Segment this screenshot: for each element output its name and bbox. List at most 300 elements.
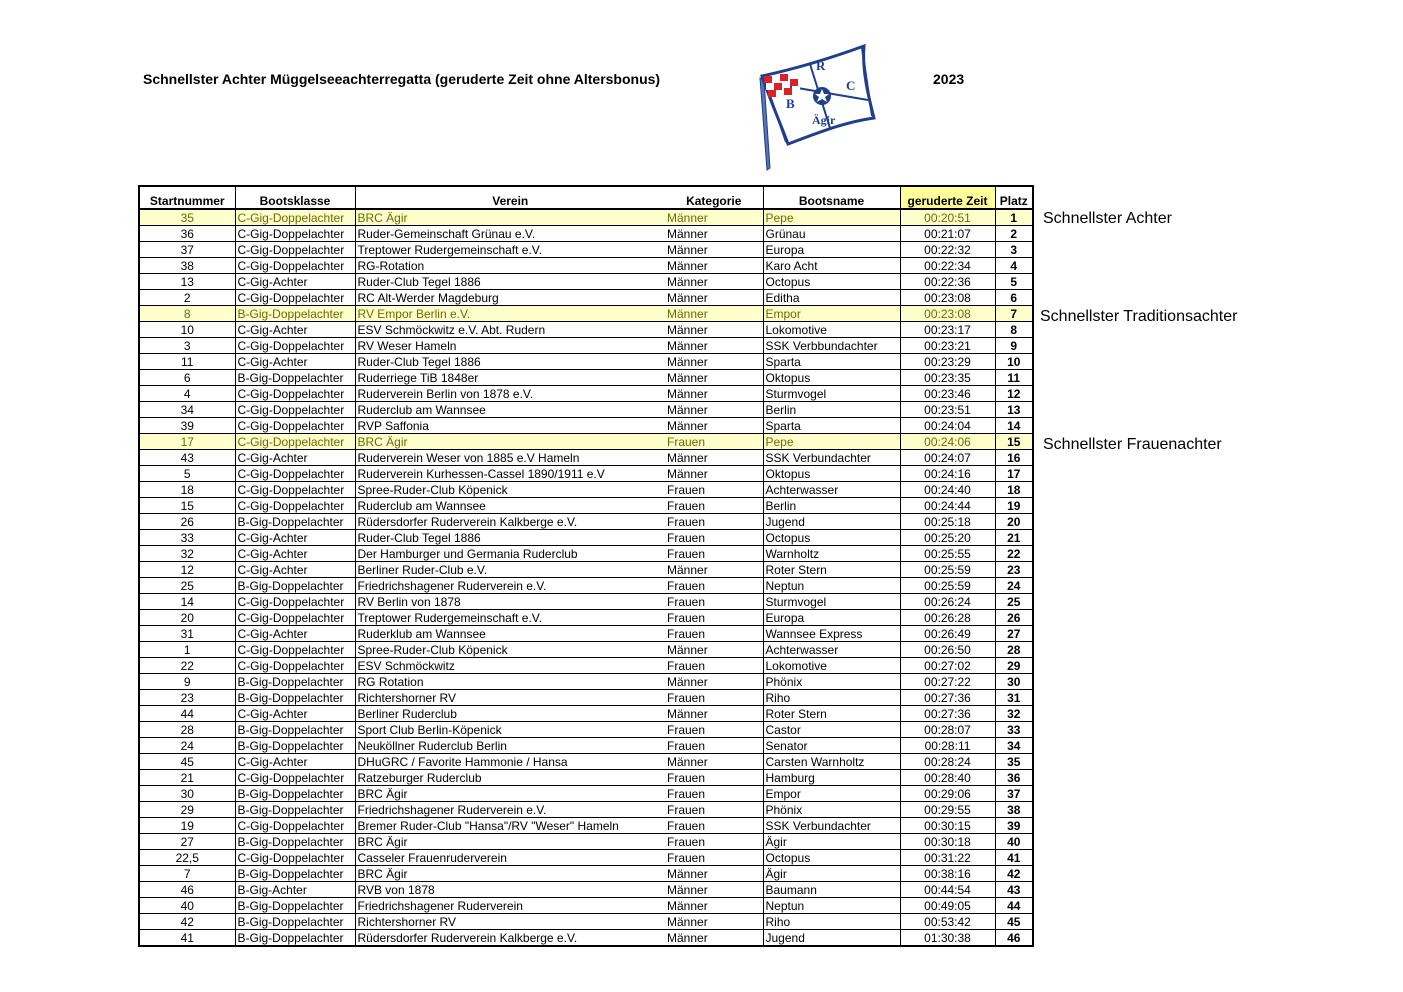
- cell-verein: Ruder-Gemeinschaft Grünau e.V.: [355, 226, 665, 242]
- cell-bootsname: Phönix: [763, 674, 900, 690]
- cell-bootsklasse: C-Gig-Doppelachter: [235, 498, 355, 514]
- cell-startnummer: 18: [139, 482, 235, 498]
- table-row: [139, 754, 1033, 770]
- cell-kategorie: Männer: [665, 242, 763, 258]
- cell-bootsname: Europa: [763, 610, 900, 626]
- cell-platz: 16: [995, 450, 1033, 466]
- cell-verein: Friedrichshagener Ruderverein e.V.: [355, 578, 665, 594]
- table-row: [139, 802, 1033, 818]
- cell-bootsklasse: C-Gig-Doppelachter: [235, 418, 355, 434]
- cell-kategorie: Männer: [665, 322, 763, 338]
- cell-startnummer: 17: [139, 434, 235, 450]
- cell-bootsklasse: C-Gig-Achter: [235, 450, 355, 466]
- cell-startnummer: 24: [139, 738, 235, 754]
- cell-verein: RVP Saffonia: [355, 418, 665, 434]
- table-row: [139, 322, 1033, 338]
- cell-bootsklasse: C-Gig-Doppelachter: [235, 466, 355, 482]
- cell-bootsname: Berlin: [763, 498, 900, 514]
- cell-geruderte-zeit: 00:27:36: [900, 690, 995, 706]
- cell-startnummer: 10: [139, 322, 235, 338]
- column-header-verein: Verein: [355, 186, 665, 209]
- cell-startnummer: 21: [139, 770, 235, 786]
- cell-verein: BRC Ägir: [355, 834, 665, 850]
- cell-geruderte-zeit: 00:25:18: [900, 514, 995, 530]
- cell-platz: 14: [995, 418, 1033, 434]
- cell-geruderte-zeit: 00:24:06: [900, 434, 995, 450]
- cell-geruderte-zeit: 00:21:07: [900, 226, 995, 242]
- cell-geruderte-zeit: 00:22:36: [900, 274, 995, 290]
- table-row: [139, 290, 1033, 306]
- cell-platz: 27: [995, 626, 1033, 642]
- cell-platz: 36: [995, 770, 1033, 786]
- table-row: [139, 258, 1033, 274]
- table-row: [139, 546, 1033, 562]
- column-header-startnummer: Startnummer: [139, 186, 235, 209]
- cell-bootsklasse: C-Gig-Doppelachter: [235, 402, 355, 418]
- cell-verein: Ruder-Club Tegel 1886: [355, 530, 665, 546]
- svg-text:Ägir: Ägir: [812, 113, 836, 127]
- cell-bootsklasse: B-Gig-Doppelachter: [235, 370, 355, 386]
- table-row: [139, 242, 1033, 258]
- cell-bootsname: Oktopus: [763, 370, 900, 386]
- table-row: [139, 930, 1033, 947]
- cell-verein: RG-Rotation: [355, 258, 665, 274]
- cell-platz: 33: [995, 722, 1033, 738]
- cell-verein: Ruderklub am Wannsee: [355, 626, 665, 642]
- cell-bootsklasse: B-Gig-Doppelachter: [235, 914, 355, 930]
- cell-bootsklasse: B-Gig-Doppelachter: [235, 578, 355, 594]
- cell-platz: 10: [995, 354, 1033, 370]
- cell-bootsklasse: C-Gig-Achter: [235, 754, 355, 770]
- cell-bootsklasse: C-Gig-Doppelachter: [235, 209, 355, 226]
- cell-bootsname: Empor: [763, 306, 900, 322]
- cell-platz: 34: [995, 738, 1033, 754]
- cell-geruderte-zeit: 00:30:15: [900, 818, 995, 834]
- cell-verein: Der Hamburger und Germania Ruderclub: [355, 546, 665, 562]
- cell-bootsklasse: B-Gig-Doppelachter: [235, 738, 355, 754]
- cell-platz: 8: [995, 322, 1033, 338]
- cell-platz: 39: [995, 818, 1033, 834]
- cell-verein: Bremer Ruder-Club "Hansa"/RV "Weser" Hameln: [355, 818, 665, 834]
- table-row: [139, 209, 1033, 226]
- cell-verein: Richtershorner RV: [355, 690, 665, 706]
- cell-kategorie: Männer: [665, 258, 763, 274]
- cell-verein: Treptower Rudergemeinschaft e.V.: [355, 610, 665, 626]
- cell-startnummer: 46: [139, 882, 235, 898]
- cell-kategorie: Frauen: [665, 530, 763, 546]
- cell-geruderte-zeit: 00:26:24: [900, 594, 995, 610]
- cell-platz: 13: [995, 402, 1033, 418]
- cell-bootsklasse: C-Gig-Achter: [235, 562, 355, 578]
- cell-verein: Ruderverein Weser von 1885 e.V Hameln: [355, 450, 665, 466]
- cell-kategorie: Männer: [665, 370, 763, 386]
- cell-bootsname: Achterwasser: [763, 482, 900, 498]
- table-row: [139, 434, 1033, 450]
- cell-geruderte-zeit: 00:25:55: [900, 546, 995, 562]
- table-row: [139, 786, 1033, 802]
- cell-kategorie: Männer: [665, 402, 763, 418]
- cell-bootsname: Ägir: [763, 866, 900, 882]
- cell-geruderte-zeit: 00:53:42: [900, 914, 995, 930]
- cell-startnummer: 5: [139, 466, 235, 482]
- cell-bootsklasse: B-Gig-Achter: [235, 882, 355, 898]
- table-header-row: [139, 186, 1033, 209]
- table-row: [139, 482, 1033, 498]
- cell-kategorie: Männer: [665, 209, 763, 226]
- page-title: Schnellster Achter Müggelseeachterregatta (geruderte Zeit ohne Altersbonus): [143, 71, 661, 87]
- cell-verein: BRC Ägir: [355, 209, 665, 226]
- cell-startnummer: 45: [139, 754, 235, 770]
- cell-bootsklasse: B-Gig-Doppelachter: [235, 722, 355, 738]
- cell-bootsklasse: B-Gig-Doppelachter: [235, 866, 355, 882]
- cell-startnummer: 14: [139, 594, 235, 610]
- cell-geruderte-zeit: 00:22:32: [900, 242, 995, 258]
- cell-startnummer: 34: [139, 402, 235, 418]
- note-schnellster-achter: Schnellster Achter: [1043, 210, 1172, 227]
- cell-geruderte-zeit: 00:24:40: [900, 482, 995, 498]
- cell-verein: Spree-Ruder-Club Köpenick: [355, 642, 665, 658]
- cell-bootsklasse: C-Gig-Doppelachter: [235, 226, 355, 242]
- cell-bootsname: Karo Acht: [763, 258, 900, 274]
- table-row: [139, 530, 1033, 546]
- cell-startnummer: 31: [139, 626, 235, 642]
- table-row: [139, 594, 1033, 610]
- cell-verein: Sport Club Berlin-Köpenick: [355, 722, 665, 738]
- cell-platz: 41: [995, 850, 1033, 866]
- cell-startnummer: 27: [139, 834, 235, 850]
- cell-geruderte-zeit: 00:20:51: [900, 209, 995, 226]
- cell-kategorie: Männer: [665, 418, 763, 434]
- table-row: [139, 642, 1033, 658]
- cell-verein: Ratzeburger Ruderclub: [355, 770, 665, 786]
- table-row: [139, 514, 1033, 530]
- cell-geruderte-zeit: 00:23:17: [900, 322, 995, 338]
- cell-geruderte-zeit: 00:22:34: [900, 258, 995, 274]
- cell-bootsname: Riho: [763, 914, 900, 930]
- cell-platz: 20: [995, 514, 1033, 530]
- cell-bootsname: Grünau: [763, 226, 900, 242]
- cell-verein: RV Weser Hameln: [355, 338, 665, 354]
- cell-platz: 1: [995, 209, 1033, 226]
- cell-kategorie: Männer: [665, 386, 763, 402]
- note-schnellster-frauenachter: Schnellster Frauenachter: [1043, 436, 1222, 453]
- cell-bootsname: Jugend: [763, 930, 900, 947]
- cell-geruderte-zeit: 00:23:08: [900, 290, 995, 306]
- table-row: [139, 578, 1033, 594]
- cell-verein: Ruder-Club Tegel 1886: [355, 354, 665, 370]
- cell-startnummer: 12: [139, 562, 235, 578]
- cell-bootsklasse: C-Gig-Doppelachter: [235, 482, 355, 498]
- cell-platz: 17: [995, 466, 1033, 482]
- cell-kategorie: Frauen: [665, 594, 763, 610]
- cell-startnummer: 38: [139, 258, 235, 274]
- cell-geruderte-zeit: 00:25:20: [900, 530, 995, 546]
- table-row: [139, 658, 1033, 674]
- cell-platz: 46: [995, 930, 1033, 947]
- cell-kategorie: Männer: [665, 290, 763, 306]
- cell-bootsklasse: C-Gig-Doppelachter: [235, 242, 355, 258]
- cell-bootsname: Wannsee Express: [763, 626, 900, 642]
- table-row: [139, 738, 1033, 754]
- cell-startnummer: 36: [139, 226, 235, 242]
- cell-kategorie: Frauen: [665, 786, 763, 802]
- table-row: [139, 610, 1033, 626]
- cell-verein: RC Alt-Werder Magdeburg: [355, 290, 665, 306]
- cell-verein: RG Rotation: [355, 674, 665, 690]
- cell-verein: BRC Ägir: [355, 434, 665, 450]
- cell-bootsklasse: B-Gig-Doppelachter: [235, 834, 355, 850]
- cell-kategorie: Männer: [665, 866, 763, 882]
- cell-verein: Rüdersdorfer Ruderverein Kalkberge e.V.: [355, 930, 665, 947]
- cell-startnummer: 4: [139, 386, 235, 402]
- cell-startnummer: 35: [139, 209, 235, 226]
- cell-geruderte-zeit: 00:49:05: [900, 898, 995, 914]
- cell-platz: 29: [995, 658, 1033, 674]
- cell-platz: 7: [995, 306, 1033, 322]
- cell-verein: Richtershorner RV: [355, 914, 665, 930]
- cell-platz: 21: [995, 530, 1033, 546]
- club-flag-logo: [750, 40, 880, 172]
- cell-startnummer: 11: [139, 354, 235, 370]
- cell-startnummer: 15: [139, 498, 235, 514]
- column-header-platz: Platz: [995, 186, 1033, 209]
- cell-kategorie: Frauen: [665, 818, 763, 834]
- cell-bootsklasse: C-Gig-Doppelachter: [235, 642, 355, 658]
- cell-bootsklasse: C-Gig-Doppelachter: [235, 338, 355, 354]
- cell-geruderte-zeit: 00:29:55: [900, 802, 995, 818]
- cell-bootsname: Riho: [763, 690, 900, 706]
- column-header-bootsname: Bootsname: [763, 186, 900, 209]
- cell-bootsname: Oktopus: [763, 466, 900, 482]
- cell-kategorie: Frauen: [665, 434, 763, 450]
- cell-startnummer: 32: [139, 546, 235, 562]
- cell-verein: RV Berlin von 1878: [355, 594, 665, 610]
- cell-startnummer: 19: [139, 818, 235, 834]
- cell-kategorie: Männer: [665, 338, 763, 354]
- cell-bootsklasse: C-Gig-Achter: [235, 626, 355, 642]
- cell-geruderte-zeit: 00:24:07: [900, 450, 995, 466]
- cell-kategorie: Männer: [665, 754, 763, 770]
- cell-kategorie: Frauen: [665, 626, 763, 642]
- cell-platz: 19: [995, 498, 1033, 514]
- cell-platz: 25: [995, 594, 1033, 610]
- cell-startnummer: 29: [139, 802, 235, 818]
- table-row: [139, 562, 1033, 578]
- cell-bootsname: Castor: [763, 722, 900, 738]
- year-label: 2023: [933, 71, 965, 87]
- cell-geruderte-zeit: 00:29:06: [900, 786, 995, 802]
- cell-geruderte-zeit: 00:24:16: [900, 466, 995, 482]
- cell-kategorie: Frauen: [665, 514, 763, 530]
- cell-startnummer: 39: [139, 418, 235, 434]
- cell-platz: 6: [995, 290, 1033, 306]
- cell-geruderte-zeit: 00:23:21: [900, 338, 995, 354]
- cell-platz: 30: [995, 674, 1033, 690]
- cell-kategorie: Frauen: [665, 546, 763, 562]
- cell-startnummer: 40: [139, 898, 235, 914]
- cell-kategorie: Männer: [665, 354, 763, 370]
- cell-geruderte-zeit: 00:28:07: [900, 722, 995, 738]
- cell-verein: Berliner Ruderclub: [355, 706, 665, 722]
- cell-startnummer: 25: [139, 578, 235, 594]
- cell-platz: 40: [995, 834, 1033, 850]
- cell-bootsname: Carsten Warnholtz: [763, 754, 900, 770]
- cell-bootsklasse: B-Gig-Doppelachter: [235, 514, 355, 530]
- cell-bootsname: Empor: [763, 786, 900, 802]
- cell-bootsname: Octopus: [763, 530, 900, 546]
- cell-platz: 35: [995, 754, 1033, 770]
- cell-bootsklasse: C-Gig-Doppelachter: [235, 610, 355, 626]
- cell-startnummer: 8: [139, 306, 235, 322]
- cell-geruderte-zeit: 00:25:59: [900, 562, 995, 578]
- cell-startnummer: 44: [139, 706, 235, 722]
- cell-bootsname: Roter Stern: [763, 562, 900, 578]
- cell-geruderte-zeit: 00:27:22: [900, 674, 995, 690]
- cell-geruderte-zeit: 00:28:11: [900, 738, 995, 754]
- column-header-bootsklasse: Bootsklasse: [235, 186, 355, 209]
- cell-verein: Friedrichshagener Ruderverein e.V.: [355, 802, 665, 818]
- cell-geruderte-zeit: 00:24:44: [900, 498, 995, 514]
- table-row: [139, 770, 1033, 786]
- cell-kategorie: Männer: [665, 930, 763, 947]
- cell-startnummer: 42: [139, 914, 235, 930]
- cell-geruderte-zeit: 00:30:18: [900, 834, 995, 850]
- cell-startnummer: 3: [139, 338, 235, 354]
- cell-kategorie: Frauen: [665, 738, 763, 754]
- cell-geruderte-zeit: 00:23:35: [900, 370, 995, 386]
- cell-platz: 9: [995, 338, 1033, 354]
- cell-verein: DHuGRC / Favorite Hammonie / Hansa: [355, 754, 665, 770]
- cell-bootsname: Pepe: [763, 434, 900, 450]
- cell-bootsname: Pepe: [763, 209, 900, 226]
- cell-bootsname: Jugend: [763, 514, 900, 530]
- cell-bootsname: Lokomotive: [763, 658, 900, 674]
- cell-startnummer: 20: [139, 610, 235, 626]
- cell-verein: RV Empor Berlin e.V.: [355, 306, 665, 322]
- cell-startnummer: 13: [139, 274, 235, 290]
- cell-kategorie: Frauen: [665, 658, 763, 674]
- cell-bootsklasse: C-Gig-Doppelachter: [235, 258, 355, 274]
- cell-bootsklasse: C-Gig-Achter: [235, 354, 355, 370]
- cell-startnummer: 26: [139, 514, 235, 530]
- cell-bootsname: SSK Verbbundachter: [763, 338, 900, 354]
- cell-bootsname: Sturmvogel: [763, 594, 900, 610]
- table-row: [139, 722, 1033, 738]
- cell-kategorie: Frauen: [665, 610, 763, 626]
- cell-kategorie: Männer: [665, 914, 763, 930]
- cell-verein: Casseler Frauenruderverein: [355, 850, 665, 866]
- cell-kategorie: Männer: [665, 882, 763, 898]
- table-row: [139, 418, 1033, 434]
- cell-verein: Ruderverein Berlin von 1878 e.V.: [355, 386, 665, 402]
- cell-bootsname: SSK Verbundachter: [763, 450, 900, 466]
- svg-text:B: B: [786, 96, 795, 111]
- cell-bootsname: Sparta: [763, 418, 900, 434]
- cell-kategorie: Frauen: [665, 578, 763, 594]
- cell-kategorie: Frauen: [665, 770, 763, 786]
- cell-platz: 11: [995, 370, 1033, 386]
- cell-platz: 18: [995, 482, 1033, 498]
- cell-verein: RVB von 1878: [355, 882, 665, 898]
- cell-bootsklasse: B-Gig-Doppelachter: [235, 674, 355, 690]
- cell-verein: Ruderriege TiB 1848er: [355, 370, 665, 386]
- cell-bootsname: Berlin: [763, 402, 900, 418]
- table-row: [139, 882, 1033, 898]
- cell-platz: 2: [995, 226, 1033, 242]
- results-table: [138, 185, 1034, 947]
- table-row: [139, 498, 1033, 514]
- cell-bootsklasse: C-Gig-Achter: [235, 530, 355, 546]
- cell-startnummer: 6: [139, 370, 235, 386]
- cell-geruderte-zeit: 00:31:22: [900, 850, 995, 866]
- cell-platz: 42: [995, 866, 1033, 882]
- table-row: [139, 274, 1033, 290]
- cell-kategorie: Frauen: [665, 722, 763, 738]
- cell-geruderte-zeit: 00:26:49: [900, 626, 995, 642]
- cell-kategorie: Männer: [665, 562, 763, 578]
- cell-platz: 38: [995, 802, 1033, 818]
- cell-startnummer: 1: [139, 642, 235, 658]
- cell-kategorie: Frauen: [665, 850, 763, 866]
- cell-bootsname: Neptun: [763, 578, 900, 594]
- cell-geruderte-zeit: 00:23:29: [900, 354, 995, 370]
- cell-bootsklasse: C-Gig-Doppelachter: [235, 434, 355, 450]
- cell-bootsname: Roter Stern: [763, 706, 900, 722]
- table-row: [139, 818, 1033, 834]
- cell-kategorie: Frauen: [665, 834, 763, 850]
- cell-verein: Treptower Rudergemeinschaft e.V.: [355, 242, 665, 258]
- cell-startnummer: 7: [139, 866, 235, 882]
- svg-text:R: R: [816, 58, 826, 73]
- cell-kategorie: Männer: [665, 306, 763, 322]
- cell-kategorie: Männer: [665, 450, 763, 466]
- cell-startnummer: 22,5: [139, 850, 235, 866]
- cell-geruderte-zeit: 00:44:54: [900, 882, 995, 898]
- column-header-kategorie: Kategorie: [665, 186, 763, 209]
- table-row: [139, 866, 1033, 882]
- cell-platz: 15: [995, 434, 1033, 450]
- cell-bootsklasse: B-Gig-Doppelachter: [235, 690, 355, 706]
- cell-geruderte-zeit: 00:26:50: [900, 642, 995, 658]
- cell-kategorie: Frauen: [665, 802, 763, 818]
- cell-kategorie: Frauen: [665, 690, 763, 706]
- cell-startnummer: 28: [139, 722, 235, 738]
- cell-startnummer: 30: [139, 786, 235, 802]
- cell-bootsname: Octopus: [763, 274, 900, 290]
- cell-startnummer: 43: [139, 450, 235, 466]
- cell-verein: BRC Ägir: [355, 786, 665, 802]
- cell-platz: 3: [995, 242, 1033, 258]
- table-row: [139, 690, 1033, 706]
- cell-bootsname: Senator: [763, 738, 900, 754]
- cell-geruderte-zeit: 00:23:46: [900, 386, 995, 402]
- cell-bootsklasse: C-Gig-Achter: [235, 706, 355, 722]
- cell-kategorie: Männer: [665, 642, 763, 658]
- table-row: [139, 450, 1033, 466]
- cell-kategorie: Männer: [665, 706, 763, 722]
- cell-platz: 43: [995, 882, 1033, 898]
- table-row: [139, 834, 1033, 850]
- cell-platz: 37: [995, 786, 1033, 802]
- cell-bootsklasse: C-Gig-Doppelachter: [235, 594, 355, 610]
- cell-verein: Ruder-Club Tegel 1886: [355, 274, 665, 290]
- cell-kategorie: Frauen: [665, 498, 763, 514]
- cell-geruderte-zeit: 01:30:38: [900, 930, 995, 947]
- table-row: [139, 386, 1033, 402]
- cell-kategorie: Männer: [665, 674, 763, 690]
- cell-platz: 26: [995, 610, 1033, 626]
- cell-startnummer: 23: [139, 690, 235, 706]
